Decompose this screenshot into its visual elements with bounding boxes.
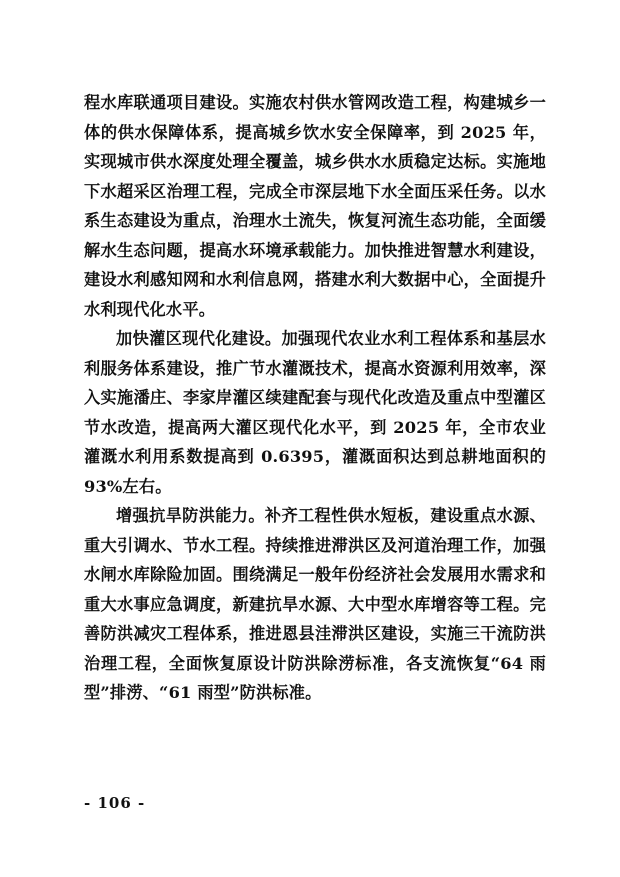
paragraph-continued: 程水库联通项目建设。实施农村供水管网改造工程，构建城乡一体的供水保障体系，提高城乡饮水安全保障率，到 2025 年，实现城市供水深度处理全覆盖，城乡供水水质稳定达标。实施地下水超采区治理工程，完成全市深层地下水全面压采任务。以水系生态建设为重点，治理水土流失，恢复河流生态功能，全面缓解水生态问题，提高水环境承载能力。加快推进智慧水利建设，建设水利感知网和水利信息网，搭建水利大数据中心，全面提升水利现代化水平。 [84, 93, 546, 319]
paragraph-irrigation-modernization: 加快灌区现代化建设。加强现代农业水利工程体系和基层水利服务体系建设，推广节水灌溉技术，提高水资源利用效率，深入实施潘庄、李家岸灌区续建配套与现代化改造及重点中型灌区节水改造，提高两大灌区现代化水平，到 2025 年，全市农业灌溉水利用系数提高到 0.6395，灌溉面积达到总耕地面积的 93%左右。 [84, 329, 546, 496]
body-text [84, 88, 546, 708]
page-number: - 106 - [84, 794, 146, 812]
paragraph-drought-flood-control: 增强抗旱防洪能力。补齐工程性供水短板，建设重点水源、重大引调水、节水工程。持续推进滞洪区及河道治理工作，加强水闸水库除险加固。围绕满足一般年份经济社会发展用水需求和重大水事应急调度，新建抗旱水源、大中型水库增容等工程。完善防洪减灾工程体系，推进恩县洼滞洪区建设，实施三干流防洪治理工程，全面恢复原设计防洪除涝标准，各支流恢复“64 雨型”排涝、“61 雨型”防洪标准。 [84, 506, 546, 702]
